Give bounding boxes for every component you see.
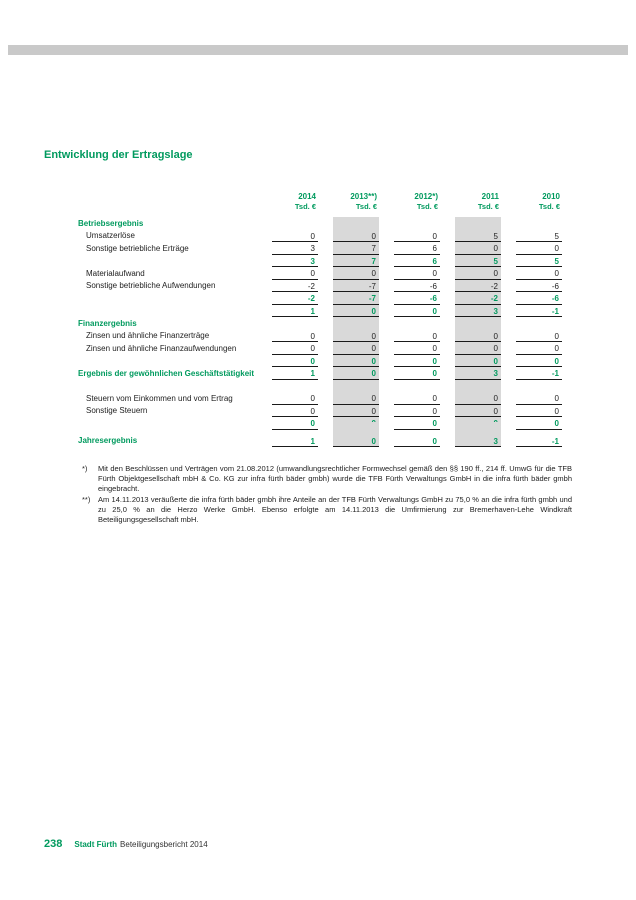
column-header [394, 192, 440, 212]
table-row [78, 405, 562, 418]
column-unit: Tsd. € [538, 202, 560, 211]
value-cell: -1 [516, 305, 562, 318]
row-label: Finanzergebnis [78, 318, 137, 328]
value-cell [455, 380, 501, 393]
table-row [78, 367, 562, 380]
column-year: 2014 [298, 192, 316, 201]
value-cell [394, 422, 440, 435]
column-year: 2011 [481, 192, 499, 201]
column-unit: Tsd. € [477, 202, 499, 211]
value-cell [272, 422, 318, 435]
table-row [78, 255, 562, 268]
value-cell [516, 422, 562, 435]
footnote-marker: **) [82, 495, 91, 504]
row-label: Zinsen und ähnliche Finanzaufwendungen [86, 343, 237, 353]
table-row [78, 392, 562, 405]
value-cell: 6 [394, 255, 440, 268]
value-cell: 5 [455, 255, 501, 268]
value-cell: 0 [455, 405, 501, 418]
value-cell: 0 [516, 405, 562, 418]
value-cell: 0 [394, 330, 440, 343]
value-cell: -2 [455, 292, 501, 305]
footnote-text: Mit den Beschlüssen und Verträgen vom 21.08.2012 (umwandlungsrechtlicher Formwechsel gemäß den §§ 190 ff., 214 ff. UmwG für die TFB Fürth Objektgesellschaft mbH & Co. KG zur infra fürth bäder gmbh) wurde die TFB Fürth Verwaltungs GmbH in die infra fürth bäder gmbh eingebracht. [98, 464, 572, 493]
footer-text: Beteiligungsbericht 2014 [120, 840, 208, 849]
value-cell [394, 380, 440, 393]
table-header-row [78, 192, 562, 212]
value-cell: 0 [272, 342, 318, 355]
table-row [78, 317, 562, 330]
value-cell: 3 [272, 255, 318, 268]
row-label: Jahresergebnis [78, 436, 138, 445]
value-cell: 3 [272, 242, 318, 255]
row-label: Sonstige betriebliche Erträge [86, 243, 189, 253]
value-cell: 0 [333, 435, 379, 448]
value-cell: 0 [455, 330, 501, 343]
value-cell [455, 422, 501, 435]
value-cell [394, 317, 440, 330]
value-cell: 0 [272, 355, 318, 368]
value-cell: 0 [394, 230, 440, 243]
row-label: Zinsen und ähnliche Finanzerträge [86, 331, 210, 340]
value-cell: 0 [516, 342, 562, 355]
value-cell: 3 [455, 367, 501, 380]
value-cell: 0 [516, 242, 562, 255]
value-cell: 0 [272, 330, 318, 343]
value-cell: -2 [455, 280, 501, 293]
value-cell: 0 [333, 342, 379, 355]
table-body [78, 217, 562, 447]
table-row [78, 267, 562, 280]
page-title: Entwicklung der Ertragslage [44, 149, 193, 161]
value-cell [333, 217, 379, 230]
column-year: 2013**) [350, 192, 377, 201]
value-cell: -6 [394, 292, 440, 305]
value-cell: 7 [333, 255, 379, 268]
table-row [78, 242, 562, 255]
value-cell [272, 380, 318, 393]
table-row [78, 305, 562, 318]
value-cell: 0 [272, 267, 318, 280]
row-label: Materialaufwand [86, 268, 145, 278]
page-number: 238 [44, 838, 63, 850]
footnote-marker: *) [82, 464, 88, 473]
value-cell: 7 [333, 242, 379, 255]
footer-brand: Stadt Fürth [74, 840, 118, 849]
value-cell: 0 [455, 267, 501, 280]
value-cell [272, 317, 318, 330]
value-cell: 0 [394, 355, 440, 368]
table-row [78, 330, 562, 343]
value-cell [516, 380, 562, 393]
table-row [78, 292, 562, 305]
value-cell [333, 317, 379, 330]
value-cell: -1 [516, 435, 562, 448]
column-unit: Tsd. € [355, 202, 377, 211]
table-row [78, 342, 562, 355]
value-cell [455, 217, 501, 230]
value-cell: 3 [455, 435, 501, 448]
value-cell [516, 217, 562, 230]
row-label [78, 304, 257, 305]
value-cell: 5 [516, 230, 562, 243]
value-cell: -7 [333, 280, 379, 293]
value-cell: 0 [333, 367, 379, 380]
value-cell: 0 [516, 355, 562, 368]
financial-table [78, 192, 562, 447]
table-row [78, 217, 562, 230]
value-cell: -6 [394, 280, 440, 293]
value-cell [333, 380, 379, 393]
value-cell: 0 [333, 305, 379, 318]
value-cell: 0 [455, 242, 501, 255]
value-cell: -6 [516, 292, 562, 305]
row-label: Steuern vom Einkommen und vom Ertrag [86, 393, 233, 403]
value-cell: 0 [333, 330, 379, 343]
value-cell [272, 217, 318, 230]
value-cell: 0 [516, 417, 562, 430]
value-cell: 0 [272, 230, 318, 243]
table-row [78, 280, 562, 293]
value-cell [394, 217, 440, 230]
value-cell: 0 [516, 267, 562, 280]
table-row [78, 435, 562, 448]
value-cell: 6 [394, 242, 440, 255]
value-cell: 0 [272, 405, 318, 418]
value-cell: -2 [272, 280, 318, 293]
value-cell [333, 422, 379, 435]
column-year: 2012*) [414, 192, 438, 201]
footnote [82, 495, 572, 525]
value-cell: 0 [394, 305, 440, 318]
row-label: Sonstige betriebliche Aufwendungen [86, 281, 216, 290]
value-cell: -7 [333, 292, 379, 305]
value-cell: 0 [272, 417, 318, 430]
column-header [272, 192, 318, 212]
value-cell: 0 [333, 267, 379, 280]
value-cell: 0 [394, 417, 440, 430]
table-row [78, 230, 562, 243]
value-cell: 0 [394, 392, 440, 405]
value-cell: 0 [516, 392, 562, 405]
column-unit: Tsd. € [416, 202, 438, 211]
value-cell: 0 [516, 330, 562, 343]
value-cell: 0 [333, 230, 379, 243]
column-header [516, 192, 562, 212]
value-cell: -1 [516, 367, 562, 380]
value-cell: 0 [394, 367, 440, 380]
footnote-text: Am 14.11.2013 veräußerte die infra fürth bäder gmbh ihre Anteile an der TFB Fürth Verwaltungs GmbH zu 75,0 % an die infra fürth gmbh und zu 25,0 % an die Herzo Werke GmbH. Ebenso erfolgte am 14.11.2013 die Umfirmierung zur Bremerhaven-Lehe Windkraft Beteiligungsgesellschaft mbH. [98, 495, 572, 524]
value-cell: 0 [455, 342, 501, 355]
value-cell: 0 [272, 392, 318, 405]
value-cell: 0 [333, 405, 379, 418]
footnote [82, 464, 572, 494]
column-header [333, 192, 379, 212]
page-footer [44, 838, 208, 850]
value-cell: 3 [455, 305, 501, 318]
value-cell: 5 [455, 230, 501, 243]
value-cell: 1 [272, 435, 318, 448]
value-cell: 1 [272, 367, 318, 380]
table-row [78, 380, 562, 393]
value-cell: 0 [394, 267, 440, 280]
value-cell: 0 [394, 405, 440, 418]
value-cell: 1 [272, 305, 318, 318]
value-cell: -2 [272, 292, 318, 305]
value-cell: 0 [394, 435, 440, 448]
value-cell: -6 [516, 280, 562, 293]
table-row [78, 355, 562, 368]
value-cell: 0 [455, 392, 501, 405]
value-cell [516, 317, 562, 330]
row-label [78, 429, 257, 430]
value-cell: 0 [333, 355, 379, 368]
column-header [455, 192, 501, 212]
row-label: Betriebsergebnis [78, 218, 144, 228]
column-year: 2010 [542, 192, 560, 201]
footnotes [82, 464, 572, 526]
column-unit: Tsd. € [294, 202, 316, 211]
decorative-top-bar [8, 45, 628, 55]
value-cell [455, 317, 501, 330]
row-label: Ergebnis der gewöhnlichen Geschäftstätigkeit [78, 368, 255, 378]
value-cell: 0 [333, 392, 379, 405]
value-cell: 0 [455, 355, 501, 368]
value-cell: 0 [394, 342, 440, 355]
row-label: Sonstige Steuern [86, 406, 148, 415]
row-label: Umsatzerlöse [86, 231, 135, 240]
value-cell: 5 [516, 255, 562, 268]
